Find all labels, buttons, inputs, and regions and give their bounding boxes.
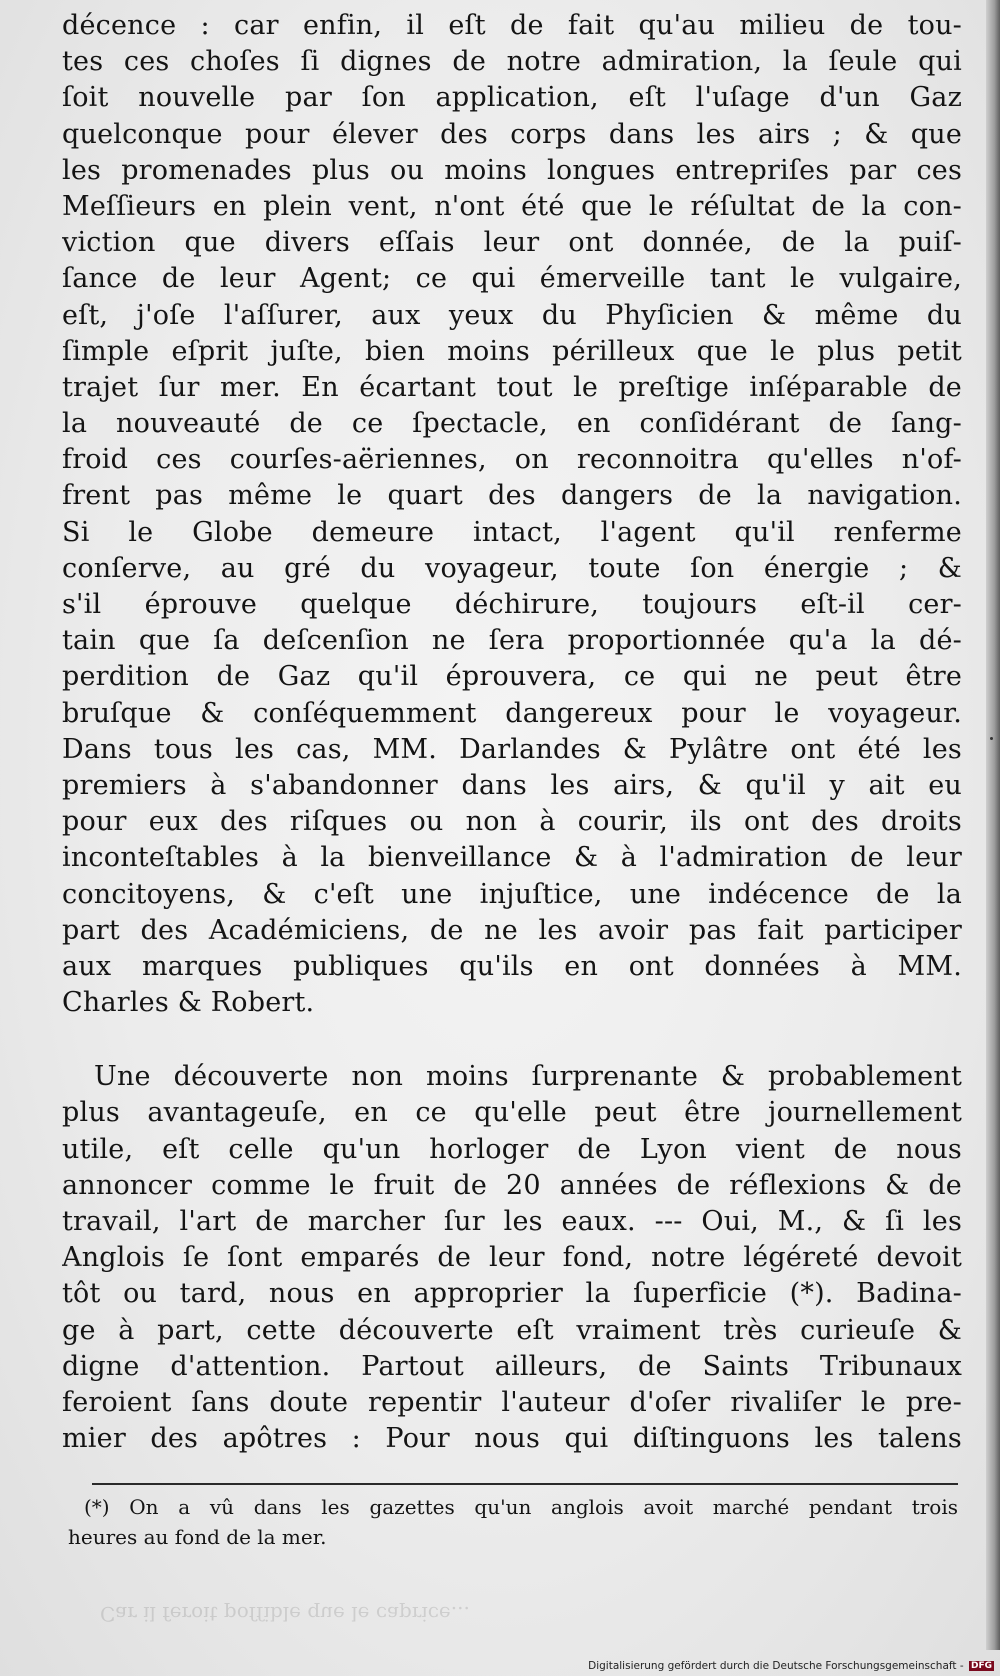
text-line: quelconque pour élever des corps dans les airs ; & que	[62, 118, 962, 150]
funding-notice	[588, 1660, 994, 1672]
text-line: Anglois ſe ſont emparés de leur fond, notre légéreté devoit	[62, 1242, 962, 1274]
footnote	[68, 1492, 958, 1552]
body-text	[62, 8, 962, 1457]
text-line: conſerve, au gré du voyageur, toute ſon énergie ; &	[62, 552, 962, 584]
text-line: Charles & Robert.	[62, 987, 315, 1019]
footnote-line: (*) On a vû dans les gazettes qu'un anglois avoit marché pendant trois	[84, 1495, 958, 1519]
text-line: décence : car enfin, il eſt de fait qu'au milieu de tou-	[62, 10, 962, 41]
text-line: premiers à s'abandonner dans les airs, & qu'il y ait eu	[62, 769, 962, 801]
text-line: trajet ſur mer. En écartant tout le preſtige inſéparable de	[62, 371, 962, 403]
footnote-line: heures au fond de la mer.	[68, 1525, 327, 1549]
text-line: viction que divers eſſais leur ont donnée, de la puiſ-	[62, 227, 962, 259]
text-line: travail, l'art de marcher ſur les eaux. --- Oui, M., & ſi les	[62, 1206, 962, 1237]
text-line: tes ces choſes ſi dignes de notre admiration, la ſeule qui	[62, 46, 962, 78]
text-line: utile, eſt celle qu'un horloger de Lyon vient de nous	[62, 1133, 962, 1165]
text-line: les promenades plus ou moins longues entrepriſes par ces	[62, 154, 962, 186]
text-line: la nouveauté de ce ſpectacle, en conſidérant de ſang-	[62, 408, 962, 440]
text-line: mier des apôtres : Pour nous qui diſtinguons les talens	[62, 1423, 962, 1455]
text-line: eſt, j'oſe l'aſſurer, aux yeux du Phyſicien & même du	[62, 299, 962, 331]
text-line: froid ces courſes-aëriennes, on reconnoitra qu'elles n'of-	[62, 444, 962, 476]
bleed-line: Car il feroit poſſible que le caprice...	[100, 1602, 470, 1626]
text-line: ge à part, cette découverte eſt vraiment très curieuſe &	[62, 1314, 962, 1346]
text-line: tain que ſa deſcenſion ne ſera proportionnée qu'a la dé-	[62, 625, 962, 657]
dfg-logo-icon: DFG	[970, 1661, 992, 1671]
text-line: Meſſieurs en plein vent, n'ont été que le réſultat de la con-	[62, 190, 962, 222]
paper-speck	[990, 737, 993, 740]
text-line: Dans tous les cas, MM. Darlandes & Pylâtre ont été les	[62, 733, 962, 765]
text-line: aux marques publiques qu'ils en ont données à MM.	[62, 950, 962, 982]
text-line: pour eux des riſques ou non à courir, ils ont des droits	[62, 806, 962, 838]
text-line: feroient ſans doute repentir l'auteur d'oſer rivaliſer le pre-	[62, 1386, 962, 1418]
text-line: frent pas même le quart des dangers de la navigation.	[62, 480, 962, 512]
text-line: Une découverte non moins ſurprenante & probablement	[94, 1061, 962, 1093]
text-line: s'il éprouve quelque déchirure, toujours eſt-il cer-	[62, 589, 962, 620]
text-line: plus avantageuſe, en ce qu'elle peut être journellement	[62, 1097, 962, 1129]
text-line: ſimple eſprit juſte, bien moins périlleux que le plus petit	[62, 335, 962, 367]
bleed-through-text	[100, 1568, 920, 1628]
page-edge-shadow	[986, 0, 1000, 1650]
text-line: digne d'attention. Partout ailleurs, de Saints Tribunaux	[62, 1350, 962, 1382]
funding-text: Digitalisierung gefördert durch die Deutsche Forschungsgemeinschaft -	[588, 1660, 964, 1672]
text-line: perdition de Gaz qu'il éprouvera, ce qui ne peut être	[62, 661, 962, 693]
text-line: tôt ou tard, nous en approprier la ſuperficie (*). Badina-	[62, 1278, 962, 1310]
text-line: bruſque & conſéquemment dangereux pour le voyageur.	[62, 697, 962, 729]
text-line: annoncer comme le fruit de 20 années de réflexions & de	[62, 1169, 962, 1201]
paragraph-gap	[62, 1021, 962, 1059]
text-line: ſoit nouvelle par ſon application, eſt l'uſage d'un Gaz	[62, 82, 962, 114]
text-line: inconteſtables à la bienveillance & à l'admiration de leur	[62, 842, 962, 874]
text-line: concitoyens, & c'eſt une injuſtice, une indécence de la	[62, 878, 962, 910]
text-line: part des Académiciens, de ne les avoir pas fait participer	[62, 914, 962, 946]
footnote-rule	[92, 1483, 958, 1485]
text-line: Si le Globe demeure intact, l'agent qu'il renferme	[62, 516, 962, 548]
text-line: ſance de leur Agent; ce qui émerveille tant le vulgaire,	[62, 263, 962, 295]
